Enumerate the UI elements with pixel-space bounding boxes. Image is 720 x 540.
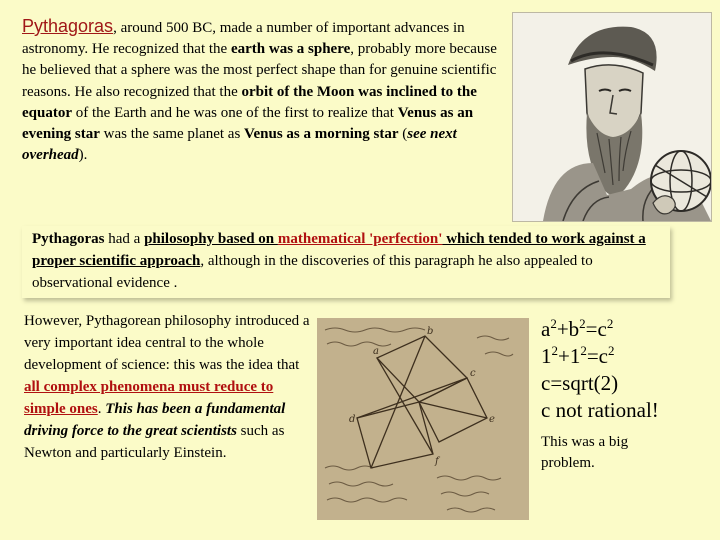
philosophy-pythagoras: Pythagoras [32, 231, 105, 247]
intro-paragraph [22, 16, 500, 166]
idea-text-2: . [97, 401, 106, 417]
intro-text-5: ( [398, 126, 408, 143]
formula-block [541, 316, 716, 424]
formula-line-1: $a^2+b^2=c^2$ [541, 316, 614, 341]
philosophy-against-scientific-approach: which tended to work against a proper scientific approach [32, 231, 646, 269]
idea-paragraph [24, 310, 314, 464]
intro-bold-evening-star: Venus as an evening star [22, 104, 474, 143]
svg-text:e: e [489, 414, 495, 425]
intro-text-2: , probably more because he believed that a sphere was the most perfect shape than for genuine scientific reasons. He also recognized that the [22, 41, 497, 100]
intro-title: Pythagoras [22, 16, 114, 36]
idea-driving-force: This has been a fundamental driving force to the great scientists [24, 401, 286, 439]
svg-text:f: f [435, 456, 439, 467]
idea-text-1: However, Pythagorean philosophy introduced a very important idea central to the whole development of science: this was the idea that [24, 313, 310, 373]
manuscript-drawing [317, 318, 529, 520]
intro-bold-morning-star: Venus as a morning star [244, 126, 399, 143]
intro-text-4: was the same planet as [99, 126, 245, 143]
philosophy-mathematical-perfection: mathematical 'perfection' [277, 231, 443, 247]
intro-see-next-overhead: see next overhead [22, 126, 457, 164]
philosophy-paragraph [22, 226, 670, 298]
theorem-manuscript-icon [317, 318, 529, 520]
intro-text-1: , around 500 BC, made a number of important advances in astronomy. He recognized that the [22, 20, 465, 58]
big-problem-note: This was a big problem. [541, 434, 629, 471]
svg-text:a: a [373, 346, 379, 357]
svg-text:c: c [470, 368, 476, 379]
pythagoras-portrait-icon [512, 12, 712, 222]
intro-text-6: ). [78, 147, 88, 164]
formula-line-3: c=sqrt(2) [541, 371, 619, 395]
portrait-drawing [513, 13, 711, 221]
svg-text:d: d [349, 414, 356, 425]
formula-line-2: $1^2+1^2=c^2$ [541, 343, 615, 368]
philosophy-based-on: philosophy based on [144, 231, 278, 247]
intro-bold-moon-orbit: orbit of the Moon was inclined to the equator [22, 83, 477, 121]
philosophy-text-2: , although in the discoveries of this paragraph he also appealed to observational evidence . [32, 253, 593, 291]
formula-line-4: c not rational! [541, 398, 659, 422]
philosophy-text-1: had a [104, 231, 145, 247]
idea-complex-phenomena: all complex phenomena must reduce to simple ones [24, 379, 274, 417]
idea-text-3: such as Newton and particularly Einstein. [24, 423, 285, 461]
intro-bold-earth-sphere: earth was a sphere [230, 41, 351, 58]
svg-text:b: b [427, 326, 434, 337]
intro-text-3: of the Earth and he was one of the first to realize that [72, 104, 398, 121]
